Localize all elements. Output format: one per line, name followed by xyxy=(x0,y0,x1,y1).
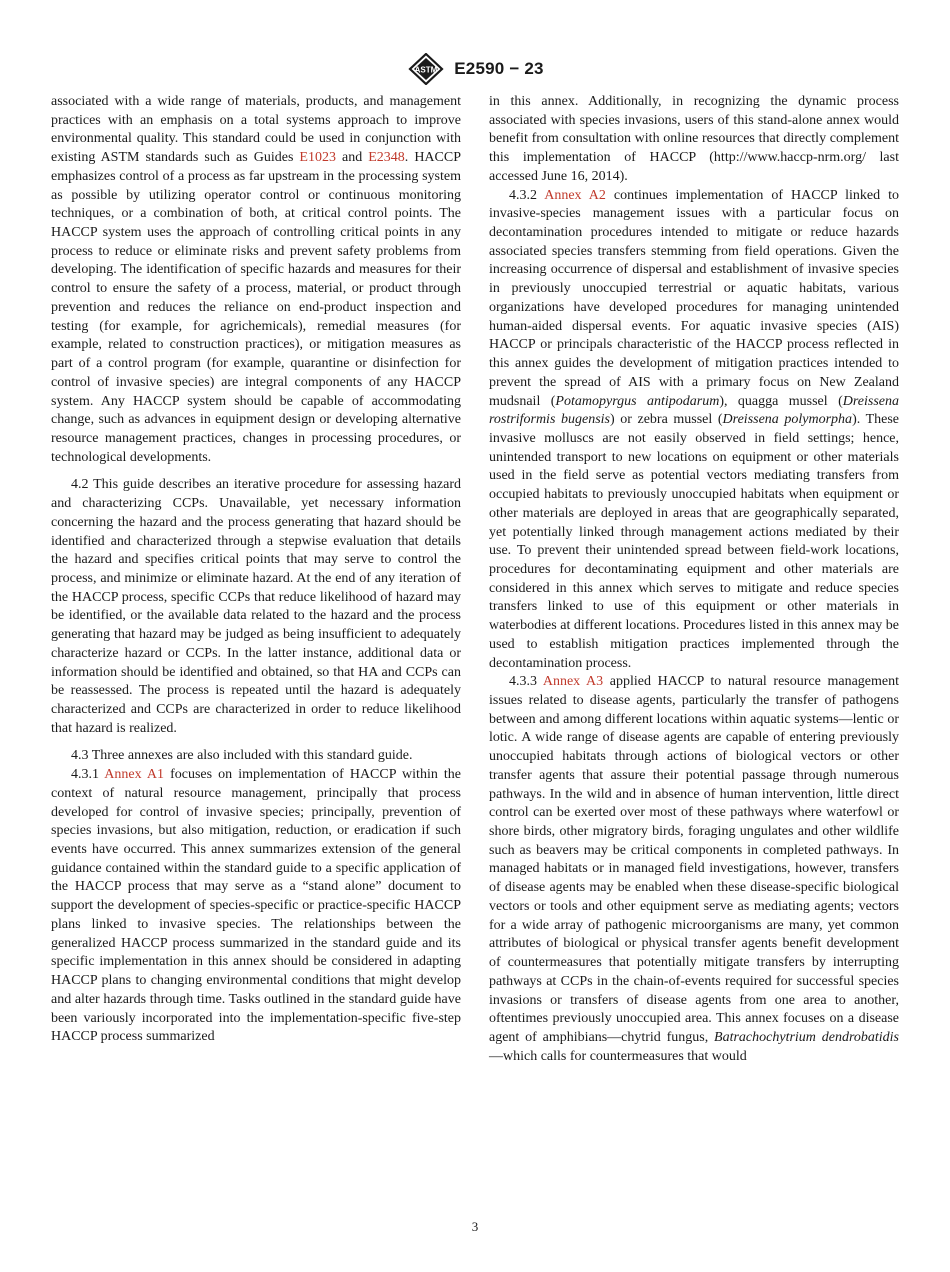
paragraph-4-2: 4.2 This guide describes an iterative procedure for assessing hazard and characterizing CCPs. Unavailable, yet necessary information concerning the hazard and the process generating that hazard should be identified and characterized through a stepwise evaluation that details the hazard and specifies critical points that may serve to control the process, and minimize or eliminate hazard. At the end of any iteration of the HACCP process, specific CCPs that reduce likelihood of hazard may be identified, or the available data related to the hazard and the process generating that hazard may be judged as being insufficient to adequately characterize hazard or CCPs. In the latter instance, additional data or information should be identified and obtained, so that HA and CCPs can be reassessed. The process is repeated until the hazard is adequately characterized and CCPs are characterized in order to reduce likelihood that hazard is realized. xyxy=(51,477,461,736)
page-number: 3 xyxy=(471,1219,479,1234)
link-annex-a2[interactable]: Annex A2 xyxy=(544,187,606,203)
left-column xyxy=(51,93,461,1047)
paragraph-4-3: 4.3 Three annexes are also included with this standard guide. xyxy=(71,748,413,764)
paragraph-4-3-1: 4.3.1 Annex A1 focuses on implementation of HACCP within the context of natural resource management, principally that process developed for control of invasive species; principally, prevention of species invasions, but also mitigation, reduction, or eradication if such events have occurred. This annex summarizes extension of the general guidance contained within the standard guide to a specific application of the HACCP process that may serve as a “stand alone” document to support the development of species-specific or practice-specific HACCP plans linked to invasive species. The relationships between the generalized HACCP process summarized in the standard guide and its specific implementation in this annex should be considered in adapting HACCP plans to changing environmental conditions that might develop and alter hazards through time. Tasks outlined in the standard guide have been variously incorporated into the implementation-specific five-step HACCP process summarized xyxy=(51,767,461,1045)
right-column xyxy=(489,93,899,1066)
link-e2348[interactable]: E2348 xyxy=(368,150,405,166)
link-e1023[interactable]: E1023 xyxy=(299,150,336,166)
svg-text:ASTM: ASTM xyxy=(414,65,438,75)
page-header xyxy=(0,52,950,86)
link-annex-a1[interactable]: Annex A1 xyxy=(104,767,165,783)
paragraph-4-3-3: 4.3.3 Annex A3 applied HACCP to natural resource management issues related to disease agents, particularly the transfer of pathogens between and among different locations within aquatic systems—lentic or lotic. A wide range of disease agents are capable of entering previously unoccupied habitats through actions of biological vectors or other transfer agents that assure their potential passage through numerous pathways. In the wild and in absence of human intervention, little direct control can be exerted over most of these pathways where waterfowl or shore birds, other migratory birds, foraging ungulates and other wildlife such as beavers may be critical components in completed pathways. In managed habitats or in managed field investigations, however, transfers of disease agents may be enabled when these disease-specific biological vectors or tools and other equipment serve as mediating agents; vectors for a wide array of pathogenic microorganisms are many, yet common attributes of biological or physical transfer agents benefit development of countermeasures that potentially mitigate transfers by interrupting pathways at CCPs in the chain-of-events required for successful species invasions or transfers of disease agents from one area to another, oftentimes previously unoccupied area. This annex focuses on a disease agent of amphibians—chytrid fungus, Batrachochytrium dendrobatidis—which calls for countermeasures that would xyxy=(489,674,899,1064)
link-annex-a3[interactable]: Annex A3 xyxy=(542,674,604,690)
paragraph-4-3-1-continued: in this annex. Additionally, in recognizing the dynamic process associated with species invasions, users of this stand-alone annex would benefit from consultation with online resources that directly complement this implementation of HACCP (http://www.haccp-nrm.org/ last accessed June 16, 2014). xyxy=(489,94,899,184)
paragraph-4-1-continued: associated with a wide range of materials, products, and management practices with an emphasis on a total systems approach to improve environmental quality. This standard could be used in conjunction with existing ASTM standards such as Guides E1023 and E2348. HACCP emphasizes control of a process as far upstream in the processing system as possible by utilizing operator control or continuous monitoring techniques, or a combination of both, at critical control points. The HACCP system uses the approach of controlling critical points in any process to reduce or eliminate risks and prevent safety problems from developing. The identification of specific hazards and measures for their control to ensure the safety of a process, material, or product through prevention and reduces the reliance on end-product inspection and testing (for example, for agrichemicals), remedial measures (for example, related to construction practices), or mitigation measures as part of a control program (for example, quarantine or disinfection for control of invasive species) are integral components of any HACCP system. Any HACCP system should be capable of accommodating change, such as advances in equipment design or developing alternative resource management practices, changes in processing procedures, or technological developments. xyxy=(51,94,461,465)
standard-number: E2590 − 23 xyxy=(454,59,544,78)
astm-logo-icon xyxy=(406,53,446,85)
paragraph-4-3-2: 4.3.2 Annex A2 continues implementation of HACCP linked to invasive-species management issues with a particular focus on decontamination procedures intended to mitigate or reduce hazards associated species transfers stemming from field operations. Given the increasing occurrence of dispersal and establishment of invasive species in previously unoccupied terrestrial or aquatic habitats, various organizations have developed procedures for managing unintended human-aided dispersal events. For aquatic invasive species (AIS) HACCP or principals characteristic of the HACCP process reflected in this annex guides the development of mitigation practices intended to prevent the spread of AIS with a primary focus on New Zealand mudsnail (Potamopyrgus antipodarum), quagga mussel (Dreissena rostriformis bugensis) or zebra mussel (Dreissena polymorpha). These invasive molluscs are not easily observed in field settings; hence, unintended transport to new locations on equipment or other materials used in the field serve as potential vectors mediating transfers from occupied habitats to previously unoccupied habitats when equipment or other materials are deployed in areas that are geographically separated, yet potentially linked through management actions mediated by their use. To prevent their unintended spread between field-work locations, procedures for decontaminating equipment and other materials are considered in this annex which serves to mitigate and reduce species transfers linked to use of this equipment or other materials in waterbodies at different locations. Procedures listed in this annex may be used to establish mitigation practices implemented through the decontamination process. xyxy=(489,187,900,671)
